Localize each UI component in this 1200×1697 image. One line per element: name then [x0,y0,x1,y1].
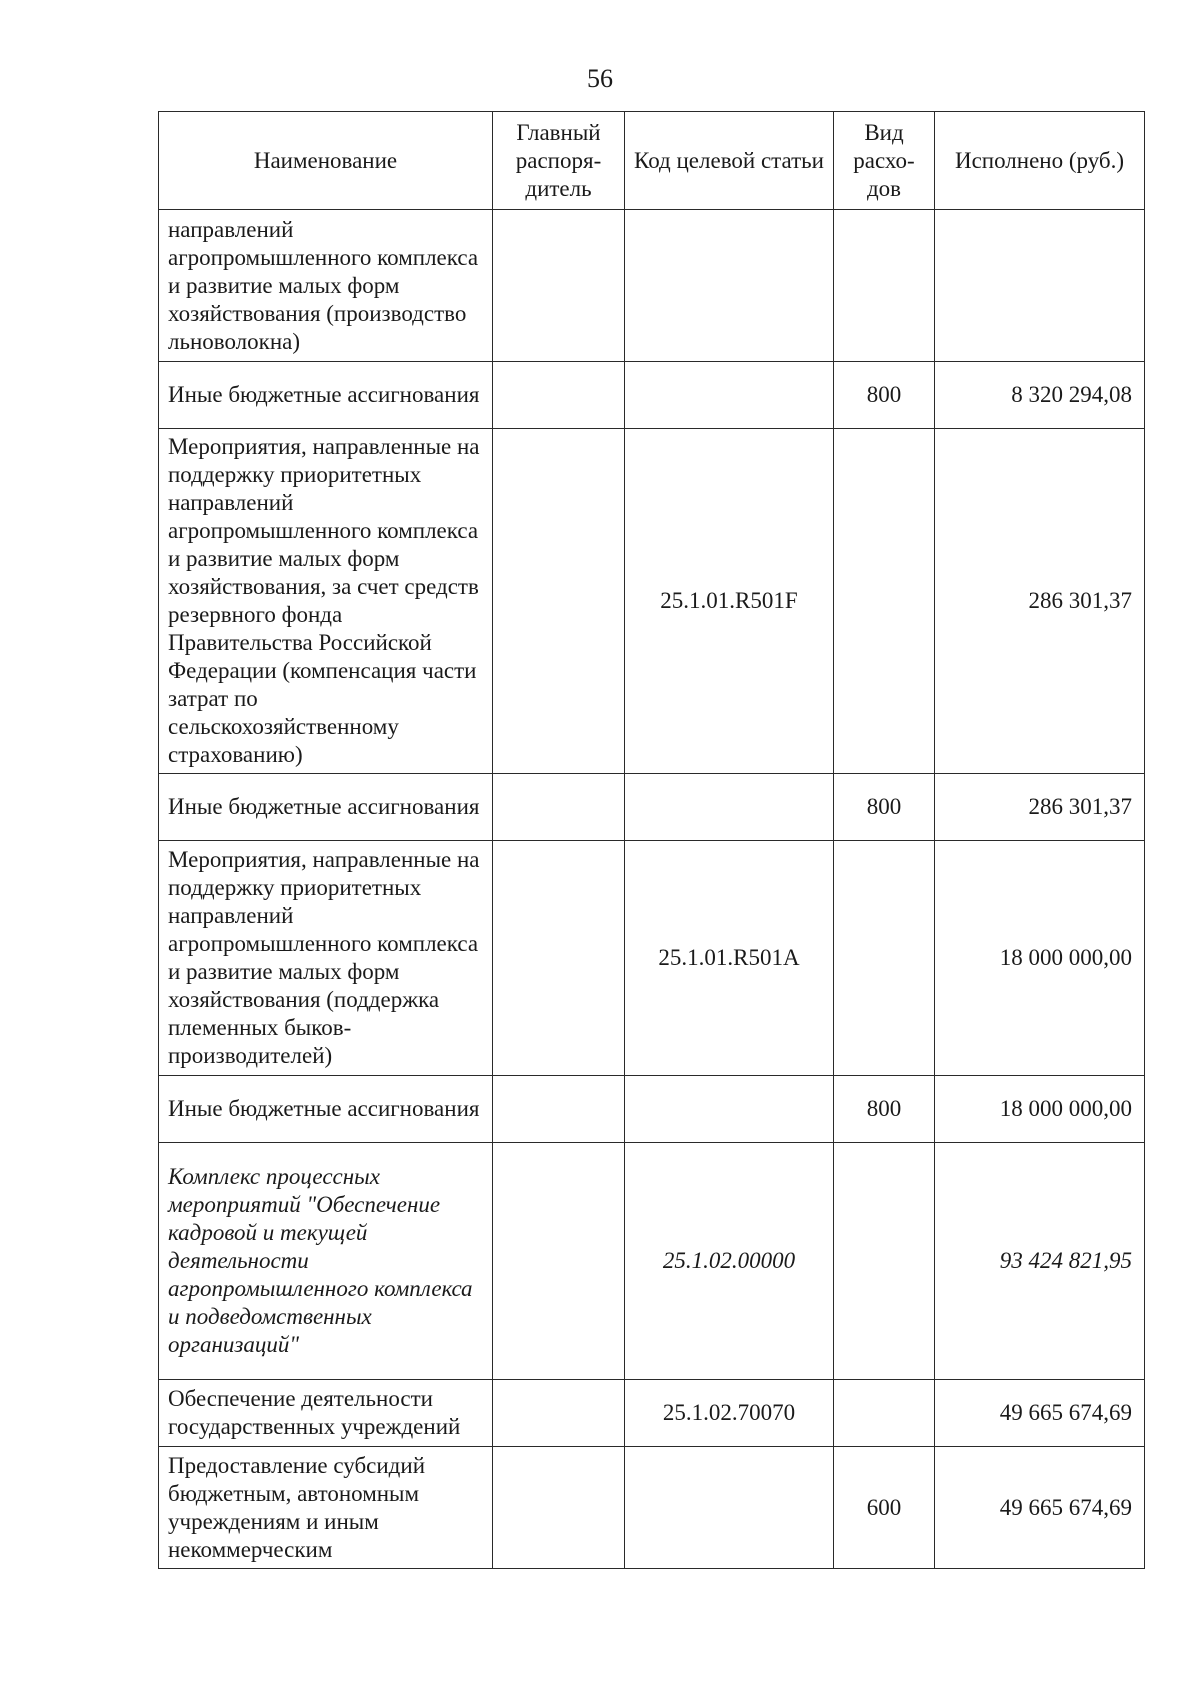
table-body [159,210,1145,1569]
table-row [159,774,1145,841]
row-code [625,1076,834,1143]
header-code: Код целевой статьи [625,112,834,210]
header-admin: Главный распоря-дитель [493,112,625,210]
row-name: Предоставление субсидий бюджетным, автономным учреждениям и иным некоммерческим [159,1447,493,1569]
header-amount: Исполнено (руб.) [935,112,1145,210]
row-amount: 286 301,37 [935,429,1145,774]
row-amount: 49 665 674,69 [935,1380,1145,1447]
row-code: 25.1.01.R501A [625,841,834,1076]
row-amount: 49 665 674,69 [935,1447,1145,1569]
row-code [625,362,834,429]
row-code: 25.1.02.00000 [625,1143,834,1380]
row-amount [935,210,1145,362]
row-admin [493,362,625,429]
row-amount: 286 301,37 [935,774,1145,841]
row-name: Иные бюджетные ассигнования [159,774,493,841]
row-code: 25.1.02.70070 [625,1380,834,1447]
row-amount: 93 424 821,95 [935,1143,1145,1380]
table-row [159,841,1145,1076]
row-code [625,774,834,841]
row-admin [493,429,625,774]
row-code [625,210,834,362]
row-name: направлений агропромышленного комплекса и развитие малых форм хозяйствования (производство льноволокна) [159,210,493,362]
table-row [159,1143,1145,1380]
table-row [159,362,1145,429]
page-number: 56 [587,64,613,93]
row-admin [493,1143,625,1380]
row-type [834,841,935,1076]
row-type: 800 [834,1076,935,1143]
row-code [625,1447,834,1569]
row-name: Мероприятия, направленные на поддержку приоритетных направлений агропромышленного комплекса и развитие малых форм хозяйствования (поддержка племенных быков-производителей) [159,841,493,1076]
table-row [159,1076,1145,1143]
row-admin [493,1076,625,1143]
row-type [834,1380,935,1447]
row-admin [493,1447,625,1569]
row-type: 600 [834,1447,935,1569]
table-row [159,1380,1145,1447]
row-admin [493,841,625,1076]
row-code: 25.1.01.R501F [625,429,834,774]
row-admin [493,210,625,362]
row-type [834,210,935,362]
table-row [159,429,1145,774]
row-name: Комплекс процессных мероприятий "Обеспечение кадровой и текущей деятельности агропромышленного комплекса и подведомственных организаций" [159,1143,493,1380]
budget-table [158,111,1145,1569]
row-amount: 18 000 000,00 [935,841,1145,1076]
row-name: Иные бюджетные ассигнования [159,1076,493,1143]
row-amount: 8 320 294,08 [935,362,1145,429]
table-row [159,1447,1145,1569]
header-name: Наименование [159,112,493,210]
row-admin [493,1380,625,1447]
row-name: Обеспечение деятельности государственных учреждений [159,1380,493,1447]
header-type: Вид расхо-дов [834,112,935,210]
row-type: 800 [834,774,935,841]
table-header-row [159,112,1145,210]
row-name: Иные бюджетные ассигнования [159,362,493,429]
table-row [159,210,1145,362]
row-admin [493,774,625,841]
row-amount: 18 000 000,00 [935,1076,1145,1143]
row-type: 800 [834,362,935,429]
row-name: Мероприятия, направленные на поддержку приоритетных направлений агропромышленного комплекса и развитие малых форм хозяйствования, за счет средств резервного фонда Правительства Российской Федерации (компенсация части затрат по сельскохозяйственному страхованию) [159,429,493,774]
row-type [834,429,935,774]
row-type [834,1143,935,1380]
